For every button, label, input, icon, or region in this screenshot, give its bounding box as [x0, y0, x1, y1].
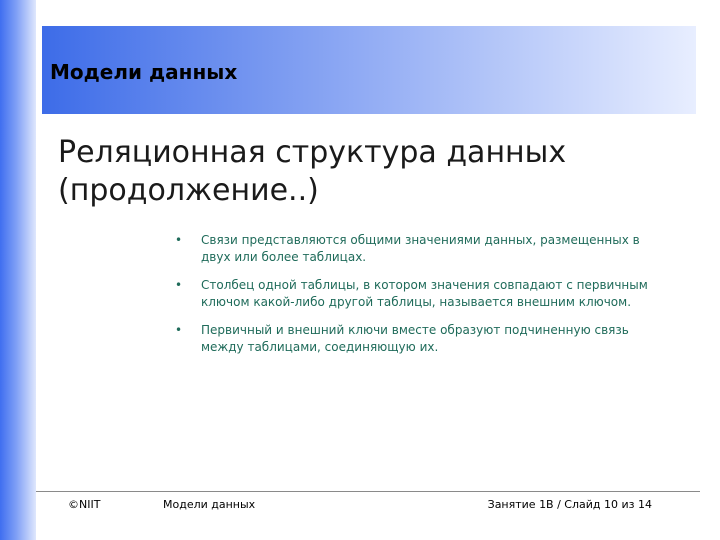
bullet-item: [170, 322, 670, 356]
bullet-item: [170, 232, 670, 266]
bullet-dot-icon: •: [175, 233, 183, 247]
footer-slide-info: Занятие 1B / Слайд 10 из 14: [487, 498, 652, 511]
footer-copyright: ©NIIT: [68, 498, 101, 511]
bullet-dot-icon: •: [175, 278, 183, 292]
bullet-dot-icon: •: [175, 323, 183, 337]
bullet-item: [170, 277, 670, 311]
footer-divider: [36, 491, 700, 492]
bullet-list: [170, 232, 670, 367]
slide-title: Реляционная структура данных (продолжение..): [58, 135, 567, 208]
bullet-text: Столбец одной таблицы, в котором значения совпадают с первичным ключом какой-либо другой таблицы, называется внешним ключом.: [201, 278, 648, 309]
bullet-text: Связи представляются общими значениями данных, размещенных в двух или более таблицах.: [201, 233, 640, 264]
bullet-text: Первичный и внешний ключи вместе образуют подчиненную связь между таблицами, соединяющую их.: [201, 323, 629, 354]
section-title: Модели данных: [50, 60, 238, 84]
footer-topic: Модели данных: [163, 498, 256, 511]
left-gradient-strip: [0, 0, 36, 540]
